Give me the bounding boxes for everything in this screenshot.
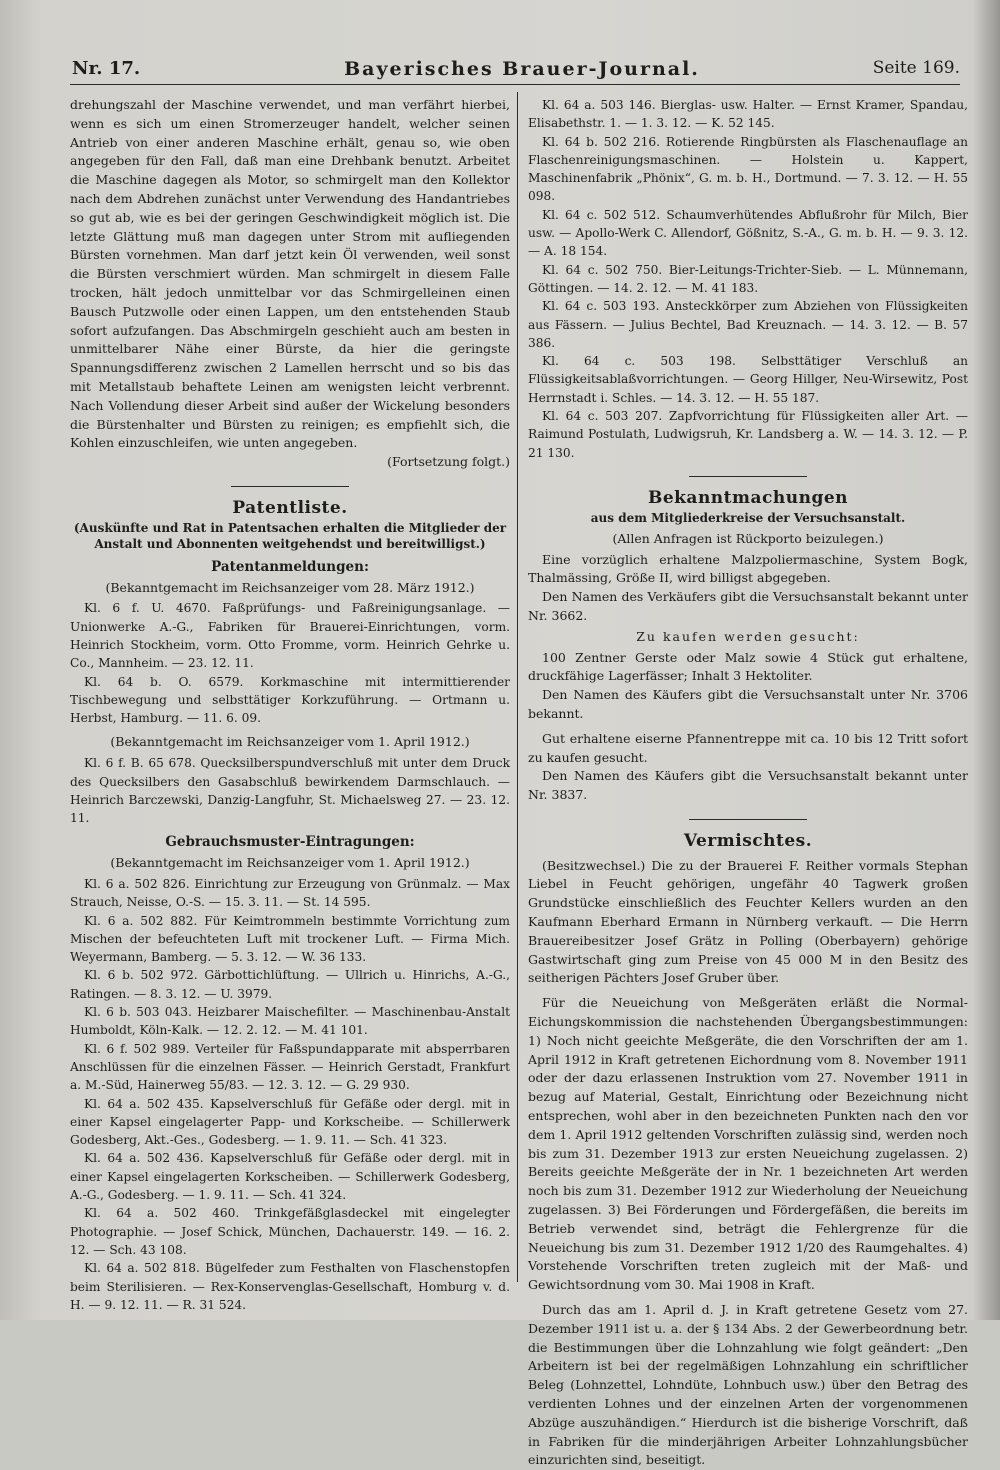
patent-entry: Kl. 6 f. U. 4670. Faßprüfungs- und Faßreinigungsanlage. — Unionwerke A.-G., Fabriken für Brauerei-Einrichtungen, vorm. Heinrich Stockheim, vorm. Otto Fromme, vorm. Heinrich Gehrke u. Co., Mannheim. — 23. 12. 11.: [70, 601, 510, 671]
section-divider: [689, 476, 807, 477]
news-item: (Besitzwechsel.) Die zu der Brauerei F. Reither vormals Stephan Liebel in Feucht gehörigen, ungefähr 40 Tagwerk großen Grundstücke einschließlich des Feuchter Kellers wurden an den Kaufmann Eberhard Ermann in Nürnberg verkauft. — Die Herrn Brauereibesitzer Josef Grätz in Polling (Oberbayern) gehörige Gastwirtschaft ging zum Preise von 45 000 M in den Besitz des seitherigen Pächters Josef Gruber über.: [528, 857, 968, 986]
patentliste-subtitle: (Auskünfte und Rat in Patentsachen erhalten die Mitglieder der Anstalt und Abonnenten weitgehendst und bereitwilligst.): [73, 520, 507, 551]
issue-number: Nr. 17.: [72, 58, 141, 79]
patentliste-title: Patentliste.: [232, 497, 348, 518]
patent-entry: Kl. 64 c. 503 207. Zapfvorrichtung für Flüssigkeiten aller Art. — Raimund Postulath, Ludwigsruh, Kr. Landsberg a. W. — 14. 3. 12. — P. 21 130.: [528, 409, 968, 460]
left-column: [70, 96, 510, 1314]
page-number: Seite 169.: [872, 58, 960, 78]
patent-entry: Kl. 6 f. 502 989. Verteiler für Faßspundapparate mit absperrbaren Anschlüssen für die einzelnen Fässer. — Heinrich Gerstadt, Frankfurt a. M.-Süd, Hainerweg 55/83. — 12. 3. 12. — G. 29 930.: [70, 1041, 510, 1093]
page-header: [72, 58, 960, 84]
patent-entry: Kl. 64 a. 502 460. Trinkgefäßglasdeckel mit eingelegter Photographie. — Josef Schick, München, Dachauerstr. 149. — 16. 2. 12. — Sch. 43 108.: [70, 1206, 510, 1257]
patent-entry: Kl. 64 a. 502 436. Kapselverschluß für Gefäße oder dergl. mit in einer Kapsel eingelagerten Korkscheiben. — Schillerwerk Godesberg, A.-G., Godesberg. — 1. 9. 11. — Sch. 41 324.: [70, 1151, 510, 1203]
continued-note: (Fortsetzung folgt.): [387, 454, 510, 470]
section-divider: [689, 819, 807, 820]
news-item: Für die Neueichung von Meßgeräten erläßt die Normal-Eichungskommission die nachstehenden Übergangsbestimmungen: 1) Noch nicht geeichte Meßgeräte, die den Vorschriften der am 1. April 1912 in Kraft getretenen Eichordnung vom 8. November 1911 oder der dazu erlassenen Instruktion vom 27. November 1911 in bezug auf Material, Gestalt, Einrichtung oder Bezeichnung nicht entsprechen, wohl aber in den bezeichneten Punkten nach den vor dem 1. April 1912 geltenden Vorschriften zulässig sind, werden noch bis zum 31. Dezember 1913 zur ersten Neueichung zugelassen. 2) Bereits geeichte Meßgeräte der in Nr. 1 bezeichneten Art werden noch bis zum 31. Dezember 1912 zur Wiederholung der Neueichung zugelassen. 3) Bei Förderungen und Fördergefäßen, die bereits im Betrieb verwendet sind, beträgt die Fehlergrenze für die Neueichung bis zum 31. Dezember 1912 1/20 des Raumgehaltes. 4) Vorstehende Vorschriften treten zugleich mit der Maß- und Gewichtsordnung vom 30. Mai 1908 in Kraft.: [528, 995, 968, 1293]
wanted-reference: Den Namen des Käufers gibt die Versuchsanstalt bekannt unter Nr. 3837.: [528, 768, 968, 803]
patent-entry: Kl. 64 b. 502 216. Rotierende Ringbürsten als Flaschenauflage an Flaschenreinigungsmaschinen. — Holstein u. Kappert, Maschinenfabrik „Phönix“, G. m. b. H., Dortmund. — 7. 3. 12. — H. 55 098.: [528, 134, 968, 204]
news-item: Durch das am 1. April d. J. in Kraft getretene Gesetz vom 27. Dezember 1911 ist u. a. der § 134 Abs. 2 der Gewerbeordnung betr. die Bestimmungen über die Lohnzahlung wie folgt geändert: „Den Arbeitern ist bei der regelmäßigen Lohnzahlung ein schriftlicher Beleg (Lohnzettel, Lohndüte, Lohnbuch usw.) über den Betrag des verdienten Lohnes und der einzelnen Arten der vorgenommenen Abzüge auszuhändigen.“ Hierdurch ist die bisherige Vorschrift, daß in Fabriken für die minderjährigen Arbeiter Lohnzahlungsbücher einzurichten sind, beseitigt.: [528, 1302, 968, 1468]
patent-entry: Kl. 6 a. 502 882. Für Keimtrommeln bestimmte Vorrichtung zum Mischen der befeuchteten Luft mit trockener Luft. — Firma Mich. Weyermann, Bamberg. — 5. 3. 12. — W. 36 133.: [70, 913, 510, 965]
gebrauchsmuster-heading: Gebrauchsmuster-Eintragungen:: [165, 834, 415, 851]
right-column: [528, 96, 968, 1470]
binding-shadow: [972, 0, 1000, 1320]
publication-note: (Bekanntgemacht im Reichsanzeiger vom 1. April 1912.): [110, 734, 470, 750]
patent-entry: Kl. 64 a. 503 146. Bierglas- usw. Halter. — Ernst Kramer, Spandau, Elisabethstr. 1. — 1. 3. 12. — K. 52 145.: [528, 98, 968, 131]
article-continuation: drehungszahl der Maschine verwendet, und man verfährt hierbei, wenn es sich um einen Stromerzeuger handelt, welcher seinen Antrieb von einer anderen Maschine erhält, genau so, wie oben angegeben für den Fall, daß man eine Drehbank benutzt. Arbeitet die Maschine dagegen als Motor, so schmirgelt man den Kollektor nach dem Abdrehen zunächst unter Verwendung des Handantriebes so gut ab, wie es bei der geringen Geschwindigkeit möglich ist. Die letzte Glättung muß man dagegen unter Strom mit aufliegenden Bürsten vornehmen. Man darf jetzt kein Öl verwenden, weil sonst die Bürsten verschmiert würden. Man schmirgelt in diesem Falle trocken, hält jedoch unmittelbar vor das Schmirgelleinen einen Bausch Putzwolle oder einen Lappen, um den entstehenden Staub sofort aufzufangen. Das Abschmirgeln geschieht auch am besten in unmittelbarer Nähe einer Bürste, da hier die geringste Spannungsdifferenz zwischen 2 Lamellen herrscht und so bis das mit Metallstaub behaftete Leinen am wenigsten leicht verbrennt. Nach Vollendung dieser Arbeit sind außer der Wickelung besonders die Bürstenhalter und Bürsten zu reinigen; es empfiehlt sich, die Kohlen einzuschleifen, wie unten angegeben.: [70, 97, 510, 451]
offer-item: Eine vorzüglich erhaltene Malzpoliermaschine, System Bogk, Thalmässing, Größe II, wird billigst abgegeben.: [528, 551, 968, 586]
return-postage-note: (Allen Anfragen ist Rückporto beizulegen.): [612, 530, 884, 546]
bekanntmachungen-title: Bekanntmachungen: [647, 487, 849, 508]
journal-title: Bayerisches Brauer-Journal.: [344, 58, 700, 80]
wanted-reference: Den Namen des Käufers gibt die Versuchsanstalt unter Nr. 3706 bekannt.: [528, 687, 968, 721]
publication-note: (Bekanntgemacht im Reichsanzeiger vom 28. März 1912.): [105, 579, 475, 595]
patent-entry: Kl. 64 a. 502 435. Kapselverschluß für Gefäße oder dergl. mit in einer Kapsel eingelagerter Papp- und Korkscheibe. — Schillerwerk Godesberg, Akt.-Ges., Godesberg. — 1. 9. 11. — Sch. 41 323.: [70, 1096, 510, 1148]
bekanntmachungen-subtitle: aus dem Mitgliederkreise der Versuchsanstalt.: [590, 510, 906, 525]
patent-entry: Kl. 64 b. O. 6579. Korkmaschine mit intermittierender Tischbewegung und selbsttätiger Korkzuführung. — Ortmann u. Herbst, Hamburg. — 11. 6. 09.: [70, 674, 510, 726]
section-divider: [231, 486, 349, 487]
patent-entry: Kl. 64 c. 502 750. Bier-Leitungs-Trichter-Sieb. — L. Münnemann, Göttingen. — 14. 2. 12. — M. 41 183.: [528, 262, 968, 295]
vermischtes-title: Vermischtes.: [683, 830, 813, 851]
patentanmeldungen-heading: Patentanmeldungen:: [211, 558, 369, 575]
patent-entry: Kl. 64 c. 503 198. Selbsttätiger Verschluß an Flüssigkeitsablaßvorrichtungen. — Georg Hillger, Neu-Wirsewitz, Post Herrnstadt i. Schles. — 14. 3. 12. — H. 55 187.: [528, 354, 968, 405]
wanted-item: 100 Zentner Gerste oder Malz sowie 4 Stück gut erhaltene, druckfähige Lagerfässer; Inhalt 3 Hektoliter.: [528, 649, 968, 684]
patent-entry: Kl. 6 f. B. 65 678. Quecksilberspundverschluß mit unter dem Druck des Quecksilbers den Gasabschluß bewirkendem Darmschlauch. — Heinrich Barczewski, Danzig-Langfuhr, St. Michaelsweg 27. — 23. 12. 11.: [70, 756, 510, 826]
patent-entry: Kl. 6 a. 502 826. Einrichtung zur Erzeugung von Grünmalz. — Max Strauch, Neisse, O.-S. — 15. 3. 11. — St. 14 595.: [70, 876, 510, 910]
column-rule: [517, 92, 518, 1282]
wanted-item: Gut erhaltene eiserne Pfannentreppe mit ca. 10 bis 12 Tritt sofort zu kaufen gesucht.: [528, 730, 968, 765]
patent-entry: Kl. 6 b. 503 043. Heizbarer Maischefilter. — Maschinenbau-Anstalt Humboldt, Köln-Kalk. — 12. 2. 12. — M. 41 101.: [70, 1005, 510, 1038]
offer-reference: Den Namen des Verkäufers gibt die Versuchsanstalt bekannt unter Nr. 3662.: [528, 589, 968, 623]
patent-entry: Kl. 6 b. 502 972. Gärbottichlüftung. — Ullrich u. Hinrichs, A.-G., Ratingen. — 8. 3. 12. — U. 3979.: [70, 968, 510, 1001]
publication-note: (Bekanntgemacht im Reichsanzeiger vom 1. April 1912.): [110, 855, 470, 871]
header-rule: [70, 84, 960, 85]
patent-entry: Kl. 64 c. 503 193. Ansteckkörper zum Abziehen von Flüssigkeiten aus Fässern. — Julius Bechtel, Bad Kreuznach. — 14. 3. 12. — B. 57 386.: [528, 299, 968, 350]
patent-entry: Kl. 64 a. 502 818. Bügelfeder zum Festhalten von Flaschenstopfen beim Sterilisieren. — Rex-Konservenglas-Gesellschaft, Homburg v. d. H. — 9. 12. 11. — R. 31 524.: [70, 1261, 510, 1312]
patent-entry: Kl. 64 c. 502 512. Schaumverhütendes Abflußrohr für Milch, Bier usw. — Apollo-Werk C. Allendorf, Gößnitz, S.-A., G. m. b. H. — 9. 3. 12. — A. 18 154.: [528, 207, 968, 259]
wanted-heading: Zu kaufen werden gesucht:: [636, 628, 860, 644]
